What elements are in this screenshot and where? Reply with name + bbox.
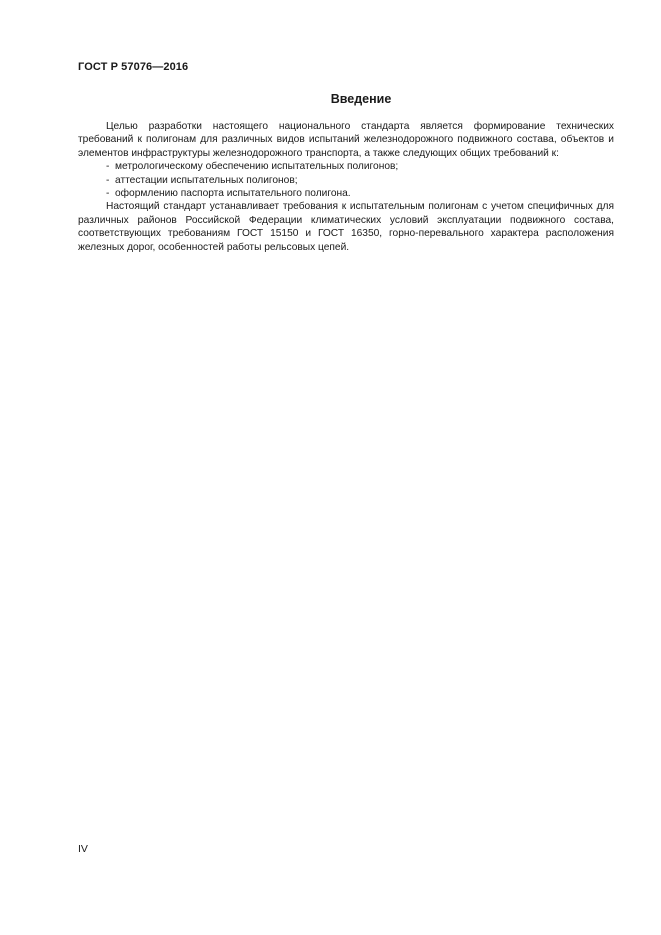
intro-paragraph: Целью разработки настоящего национального стандарта является формирование технических требований к полигонам для различных видов испытаний железнодорожного подвижного состава, объектов и элементов инфраструктуры железнодорожного транспорта, а также следующих общих требований к: [78, 121, 614, 159]
closing-paragraph: Настоящий стандарт устанавливает требования к испытательным полигонам с учетом специфичных для различных районов Российской Федерации климатических условий эксплуатации подвижного состава, соответствующих требованиям ГОСТ 15150 и ГОСТ 16350, горно-перевального характера расположения железных дорог, особенностей работы рельсовых цепей. [78, 201, 614, 253]
list-item-text: оформлению паспорта испытательного полигона. [115, 188, 351, 200]
list-item [78, 187, 614, 200]
list-marker: - [106, 174, 110, 186]
list-marker: - [106, 188, 110, 200]
page-number: IV [78, 843, 88, 855]
section-title: Введение [330, 92, 392, 106]
requirements-list [78, 160, 614, 200]
document-header: ГОСТ Р 57076—2016 [78, 61, 189, 73]
section-body [78, 120, 614, 254]
list-item-text: аттестации испытательных полигонов; [115, 174, 298, 186]
list-item [78, 174, 614, 187]
list-item [78, 160, 614, 173]
list-marker: - [106, 161, 110, 173]
list-item-text: метрологическому обеспечению испытательных полигонов; [115, 161, 399, 173]
